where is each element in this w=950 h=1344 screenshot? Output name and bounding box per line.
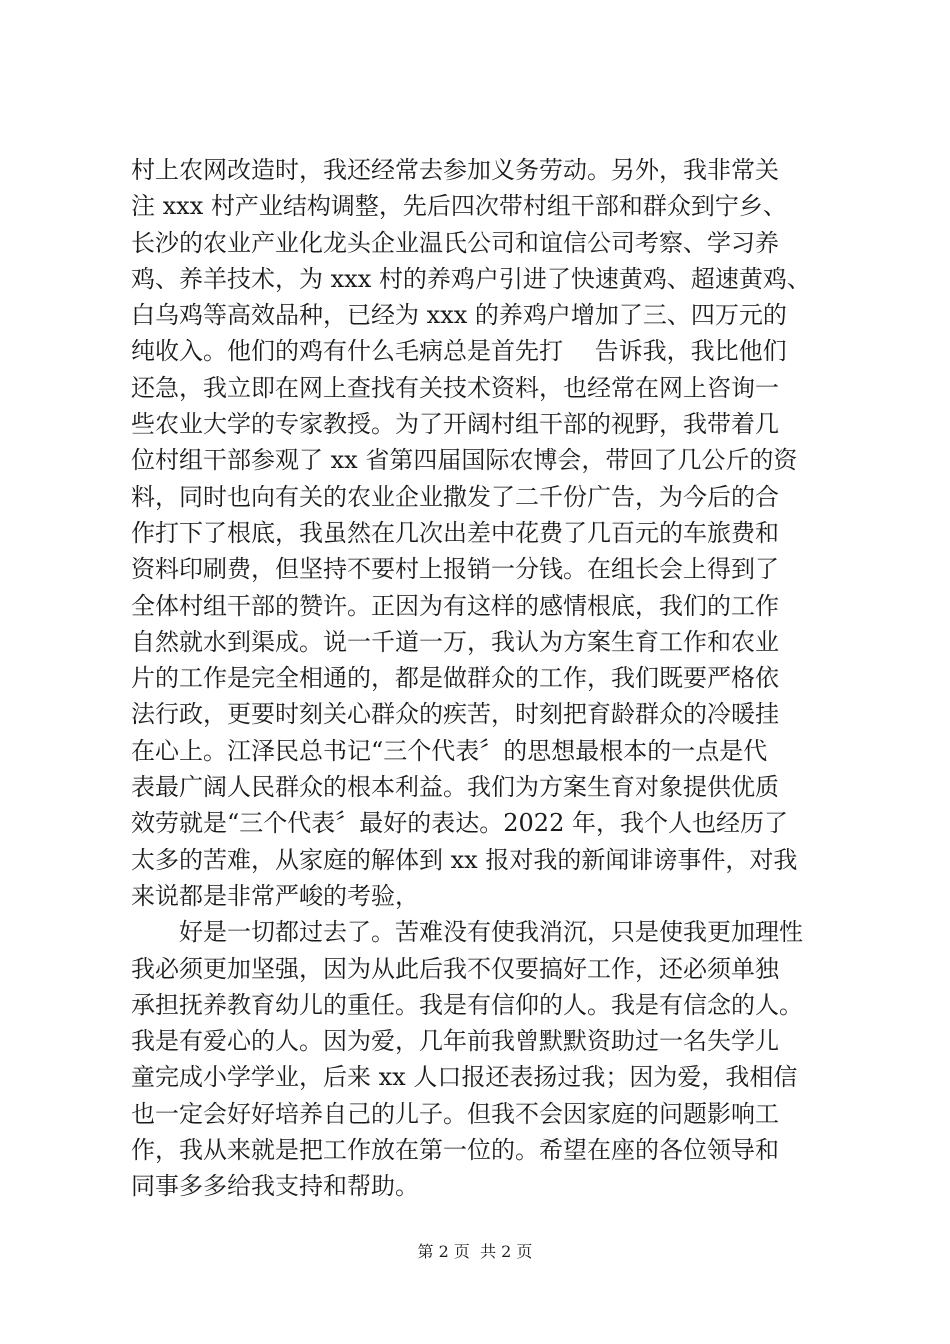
- text-line: 自然就水到渠成。说一千道一万，我认为方案生育工作和农业: [131, 627, 779, 656]
- text-line: 资料印刷费，但坚持不要村上报销一分钱。在组长会上得到了: [131, 555, 779, 584]
- text-line: 注 xxx 村产业结构调整，先后四次带村组干部和群众到宁乡、: [131, 192, 787, 221]
- text-line: 作打下了根底，我虽然在几次出差中花费了几百元的车旅费和: [131, 518, 779, 547]
- page-footer: 第 2 页 共 2 页: [417, 1242, 533, 1261]
- text-line: 长沙的农业产业化龙头企业温氏公司和谊信公司考察、学习养: [131, 228, 779, 257]
- text-line: 效劳就是“三个代表〞最好的表达。2022 年，我个人也经历了: [131, 809, 788, 838]
- text-line: 表最广阔人民群众的根本利益。我们为方案生育对象提供优质: [131, 773, 779, 802]
- text-line: 法行政，更要时刻关心群众的疾苦，时刻把育龄群众的冷暖挂: [131, 700, 779, 729]
- text-line: 在心上。江泽民总书记“三个代表〞的思想最根本的一点是代: [131, 736, 768, 765]
- text-line: 我是有爱心的人。因为爱，几年前我曾默默资助过一名失学儿: [131, 1027, 779, 1056]
- text-line: 鸡、养羊技术，为 xxx 村的养鸡户引进了快速黄鸡、超速黄鸡、: [131, 264, 811, 293]
- text-line: 我必须更加坚强，因为从此后我不仅要搞好工作，还必须单独: [131, 954, 779, 983]
- text-line: 也一定会好好培养自己的儿子。但我不会因家庭的问题影响工: [131, 1099, 779, 1128]
- text-line: 太多的苦难，从家庭的解体到 xx 报对我的新闻诽谤事件，对我: [131, 845, 798, 874]
- text-line: 片的工作是完全相通的，都是做群众的工作，我们既要严格依: [131, 664, 779, 693]
- text-line: 些农业大学的专家教授。为了开阔村组干部的视野，我带着几: [131, 410, 779, 439]
- text-line: 来说都是非常严峻的考验，: [131, 881, 419, 910]
- text-line: 承担抚养教育幼儿的重任。我是有信仰的人。我是有信念的人。: [131, 990, 803, 1019]
- text-line: 同事多多给我支持和帮助。: [131, 1172, 419, 1201]
- paragraph-start-line: 好是一切都过去了。苦难没有使我消沉，只是使我更加理性: [131, 918, 803, 947]
- text-line: 全体村组干部的赞许。正因为有这样的感情根底，我们的工作: [131, 591, 779, 620]
- text-line: 白乌鸡等高效品种，已经为 xxx 的养鸡户增加了三、四万元的: [131, 301, 787, 330]
- text-line: 纯收入。他们的鸡有什么毛病总是首先打 告诉我，我比他们: [131, 337, 787, 366]
- text-line: 作，我从来就是把工作放在第一位的。希望在座的各位领导和: [131, 1136, 779, 1165]
- text-line: 童完成小学学业，后来 xx 人口报还表扬过我；因为爱，我相信: [131, 1063, 798, 1092]
- text-line: 位村组干部参观了 xx 省第四届国际农博会，带回了几公斤的资: [131, 446, 798, 475]
- text-line: 村上农网改造时，我还经常去参加义务劳动。另外，我非常关: [131, 156, 779, 184]
- body-text: [131, 152, 851, 1205]
- text-line: 还急，我立即在网上查找有关技术资料，也经常在网上咨询一: [131, 373, 779, 402]
- text-line: 料，同时也向有关的农业企业撒发了二千份广告，为今后的合: [131, 482, 779, 511]
